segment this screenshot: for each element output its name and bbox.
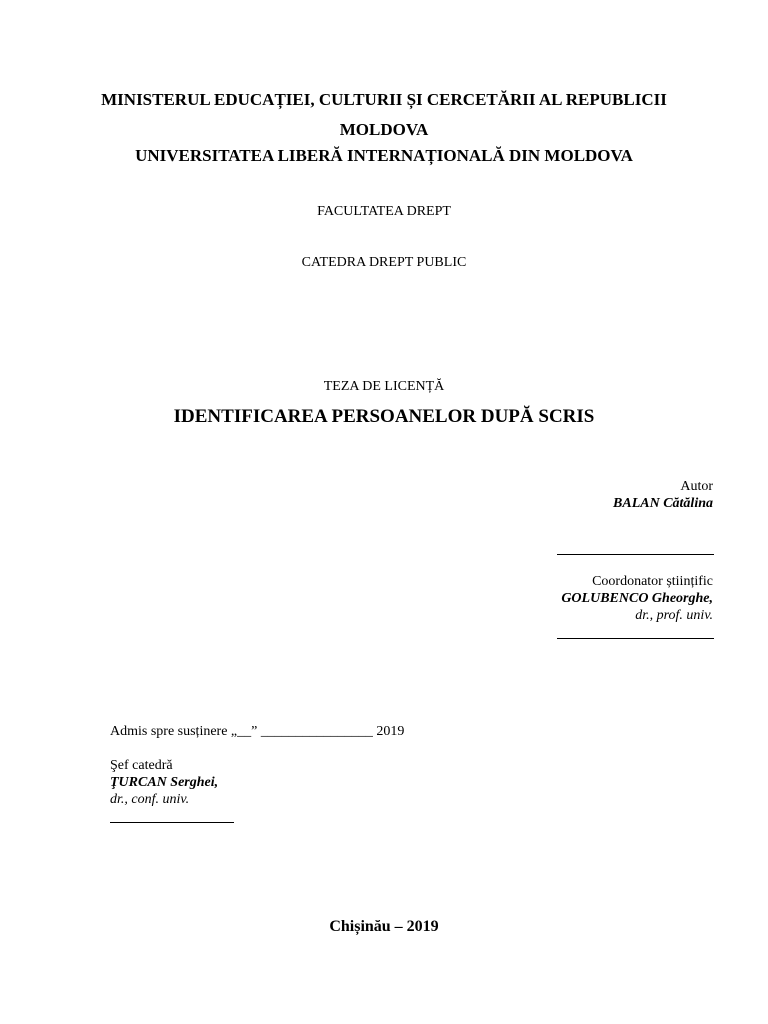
department-name: CATEDRA DREPT PUBLIC xyxy=(301,255,467,270)
author-name: BALAN Cătălina xyxy=(613,496,713,511)
coordinator-title: dr., prof. univ. xyxy=(635,608,713,623)
coordinator-block xyxy=(561,573,713,624)
faculty-name: FACULTATEA DREPT xyxy=(317,204,451,219)
author-block xyxy=(613,478,713,512)
head-signature-line xyxy=(110,822,234,823)
thesis-title: IDENTIFICAREA PERSOANELOR DUPĂ SCRIS xyxy=(173,406,595,427)
author-role: Autor xyxy=(680,479,713,494)
university-name: UNIVERSITATEA LIBERĂ INTERNAȚIONALĂ DIN MOLDOVA xyxy=(135,146,633,165)
head-role: Şef catedră xyxy=(110,758,173,773)
ministry-heading xyxy=(0,85,768,145)
head-name: ŢURCAN Serghei, xyxy=(110,775,219,790)
head-title: dr., conf. univ. xyxy=(110,792,190,807)
head-of-department-block xyxy=(110,757,218,808)
thesis-type: TEZA DE LICENȚĂ xyxy=(323,379,445,394)
ministry-line-2: MOLDOVA xyxy=(339,120,429,139)
coordinator-role: Coordonator științific xyxy=(592,574,713,589)
city-year: Chișinău – 2019 xyxy=(329,918,439,935)
ministry-line-1: MINISTERUL EDUCAȚIEI, CULTURII ȘI CERCETĂRII AL REPUBLICII xyxy=(101,90,667,109)
coordinator-signature-line xyxy=(557,638,714,639)
admission-line: Admis spre susținere „__” ________________ 2019 xyxy=(110,724,405,739)
coordinator-name: GOLUBENCO Gheorghe, xyxy=(561,591,713,606)
author-signature-line xyxy=(557,554,714,555)
